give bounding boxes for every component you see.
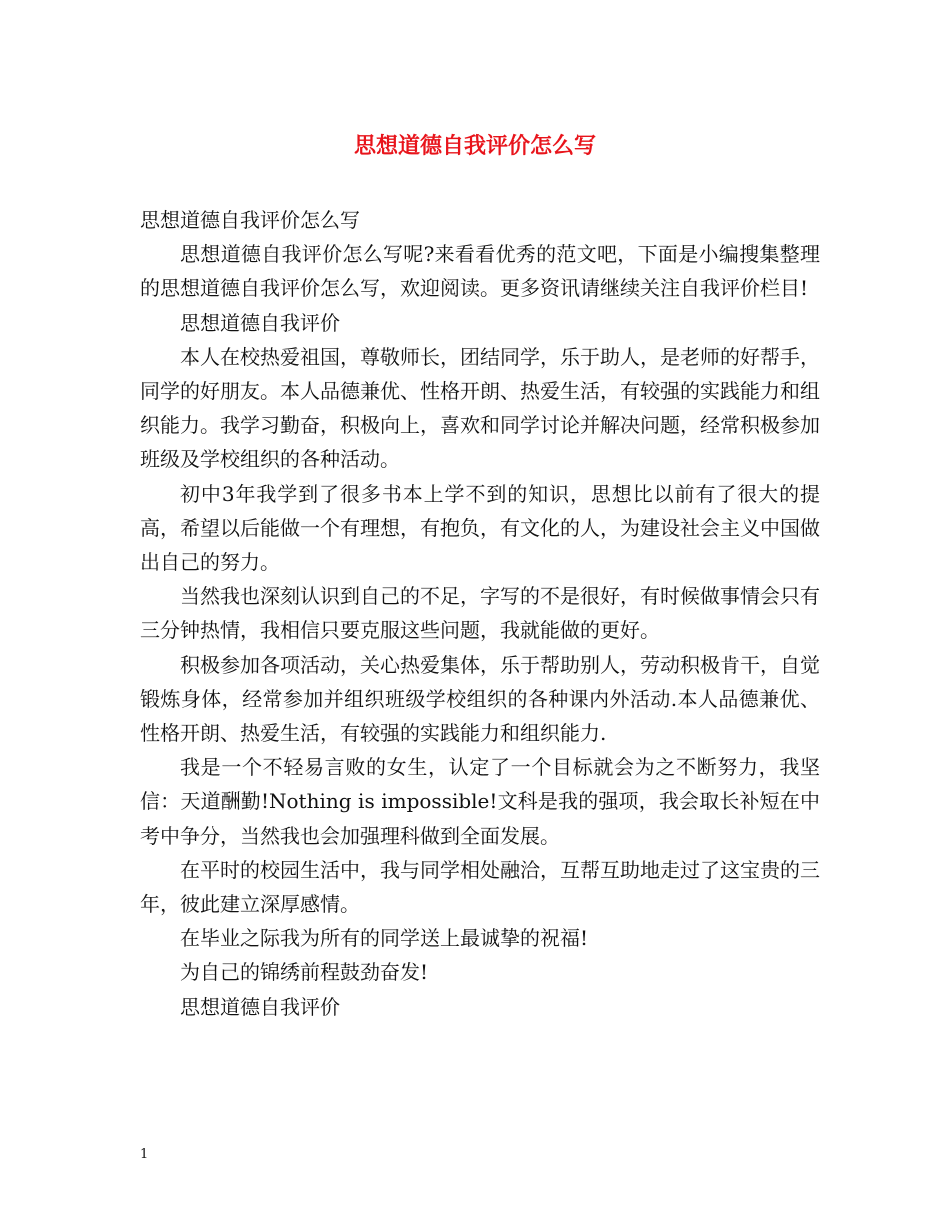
paragraph: 思想道德自我评价 [180,310,340,335]
paragraph: 思想道德自我评价怎么写 [140,208,360,232]
paragraph: 本人在校热爱祖国，尊敬师长，团结同学，乐于助人，是老师的好帮手，同学的好朋友。本人品德兼优、性格开朗、热爱生活，有较强的实践能力和组织能力。我学习勤奋，积极向上，喜欢和同学讨论并解决问题，经常积极参加班级及学校组织的各种活动。 [140,344,820,472]
document-title: 思想道德自我评价怎么写 [353,133,596,159]
paragraph: 积极参加各项活动，关心热爱集体，乐于帮助别人，劳动积极肯干，自觉锻炼身体，经常参加并组织班级学校组织的各种课内外活动.本人品德兼优、性格开朗、热爱生活，有较强的实践能力和组织能力. [140,652,820,746]
paragraph: 在毕业之际我为所有的同学送上最诚挚的祝福! [180,926,589,951]
document-body [140,203,820,1024]
paragraph: 为自己的锦绣前程鼓劲奋发! [180,960,429,985]
paragraph: 当然我也深刻认识到自己的不足，字写的不是很好，有时候做事情会只有三分钟热情，我相信只要克服这些问题，我就能做的更好。 [140,584,820,643]
paragraph: 思想道德自我评价 [180,994,340,1019]
paragraph: 在平时的校园生活中，我与同学相处融洽，互帮互助地走过了这宝贵的三年，彼此建立深厚感情。 [140,857,820,917]
page-number: 1 [140,1147,149,1162]
paragraph: 我是一个不轻易言败的女生，认定了一个目标就会为之不断努力，我坚信：天道酬勤!Nothing is impossible!文科是我的强项，我会取长补短在中考中争分，当然我也会加强理科做到全面发展。 [140,755,820,848]
paragraph: 思想道德自我评价怎么写呢?来看看优秀的范文吧，下面是小编搜集整理的思想道德自我评价怎么写，欢迎阅读。更多资讯请继续关注自我评价栏目! [140,242,820,301]
paragraph: 初中3年我学到了很多书本上学不到的知识，思想比以前有了很大的提高，希望以后能做一个有理想，有抱负，有文化的人，为建设社会主义中国做出自己的努力。 [140,481,820,575]
